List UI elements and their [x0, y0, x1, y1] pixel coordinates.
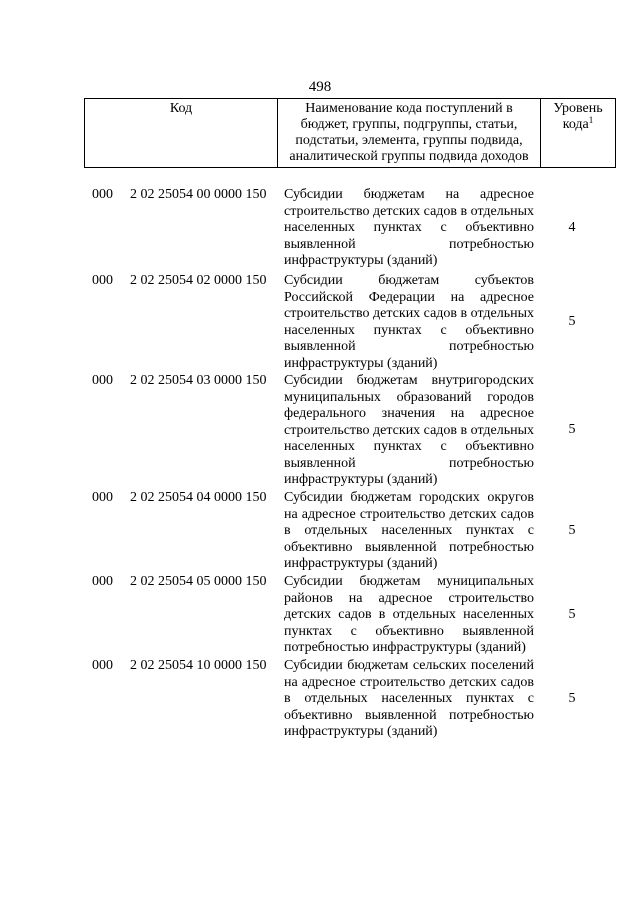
table-row — [0, 574, 640, 658]
row-code: 2 02 25054 04 0000 150 — [130, 490, 267, 505]
row-level: 5 — [568, 314, 576, 329]
row-name: Субсидии бюджетам муниципальных районов на адресное строительство детских садов в отдельных населенных пунктах с объективно выявленной потребностью инфраструктуры (зданий) — [284, 574, 534, 655]
table-header — [84, 98, 616, 168]
page-number: 498 — [308, 79, 332, 95]
header-level-label: Уровень кода — [553, 101, 603, 132]
header-level-footnote: 1 — [588, 115, 594, 125]
row-prefix: 000 — [92, 658, 113, 673]
row-level: 5 — [568, 422, 576, 437]
row-prefix: 000 — [92, 490, 113, 505]
row-name: Субсидии бюджетам внутригородских муниципальных образований городов федерального значения на адресное строительство детских садов в отдельных населенных пунктах с объективно выявленной потребностью инфраструктуры (зданий) — [284, 373, 534, 487]
table-row — [0, 273, 640, 373]
row-prefix: 000 — [92, 574, 113, 589]
row-prefix: 000 — [92, 273, 113, 288]
row-code: 2 02 25054 03 0000 150 — [130, 373, 267, 388]
table-row — [0, 373, 640, 490]
table-row — [0, 187, 640, 273]
row-code: 2 02 25054 00 0000 150 — [130, 187, 267, 202]
table-row — [0, 490, 640, 574]
row-level: 5 — [568, 691, 576, 706]
header-name: Наименование кода поступлений в бюджет, группы, подгруппы, статьи, подстатьи, элемента, группы подвида, аналитической группы подвида доходов — [278, 99, 541, 167]
row-name: Субсидии бюджетам субъектов Российской Федерации на адресное строительство детских садов в отдельных населенных пунктах с объективно выявленной потребностью инфраструктуры (зданий) — [284, 273, 534, 371]
row-code: 2 02 25054 05 0000 150 — [130, 574, 267, 589]
row-level: 5 — [568, 607, 576, 622]
table-body — [0, 187, 640, 742]
row-prefix: 000 — [92, 373, 113, 388]
row-code: 2 02 25054 02 0000 150 — [130, 273, 267, 288]
row-code: 2 02 25054 10 0000 150 — [130, 658, 267, 673]
table-row — [0, 658, 640, 742]
row-level: 4 — [568, 220, 576, 235]
row-prefix: 000 — [92, 187, 113, 202]
row-name: Субсидии бюджетам на адресное строительство детских садов в отдельных населенных пунктах с объективно выявленной потребностью инфраструктуры (зданий) — [284, 187, 534, 268]
header-level — [541, 99, 615, 167]
row-name: Субсидии бюджетам сельских поселений на адресное строительство детских садов в отдельных населенных пунктах с объективно выявленной потребностью инфраструктуры (зданий) — [284, 658, 534, 739]
header-code: Код — [85, 99, 278, 167]
row-level: 5 — [568, 523, 576, 538]
row-name: Субсидии бюджетам городских округов на адресное строительство детских садов в отдельных населенных пунктах с объективно выявленной потребностью инфраструктуры (зданий) — [284, 490, 534, 571]
